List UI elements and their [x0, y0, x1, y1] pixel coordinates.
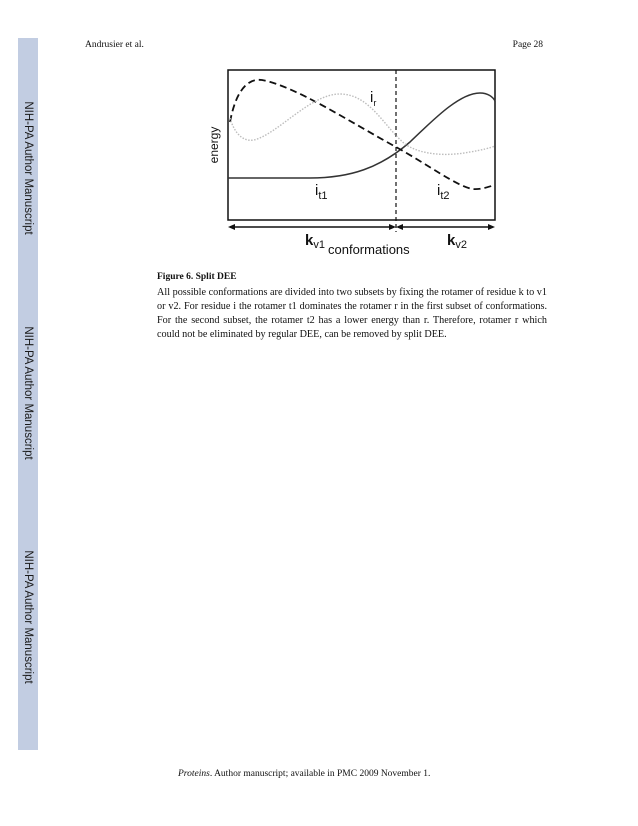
label-i-t2: $i_{t2}$: [437, 182, 450, 202]
footer-text: . Author manuscript; available in PMC 2009 November 1.: [209, 769, 431, 779]
running-header-author: Andrusier et al.: [85, 40, 144, 50]
page-number: Page 28: [512, 40, 543, 50]
arrowhead-right: [488, 224, 495, 230]
figure-caption: [157, 270, 547, 342]
arrowhead-mid-left: [389, 224, 396, 230]
label-i-r: $i_r$: [370, 89, 377, 108]
curve-i-t1: [228, 93, 495, 178]
curve-i-t2: [230, 80, 495, 189]
caption-title: Figure 6. Split DEE: [157, 272, 237, 282]
plot-frame: [228, 70, 495, 220]
axis-label-conformations: conformations: [328, 242, 410, 257]
split-dee-figure: [190, 60, 530, 265]
axis-label-energy: energy: [207, 126, 221, 164]
label-k-v2: $k_{v2}$: [447, 232, 467, 251]
page-footer: [178, 769, 430, 779]
arrowhead-left: [228, 224, 235, 230]
footer-journal: Proteins: [178, 769, 210, 779]
arrowhead-mid-right: [396, 224, 403, 230]
label-k-v1: $k_{v1}$: [305, 232, 325, 251]
caption-body: All possible conformations are divided into two subsets by fixing the rotamer of residue k to v1 or v2. For residue i the rotamer t1 dominates the rotamer r in the first subset of conformations. For the second subset, the rotamer t2 has a lower energy than r. Therefore, rotamer r which could not be eliminated by regular DEE, can be removed by split DEE.: [157, 287, 547, 340]
label-i-t1: $i_{t1}$: [315, 182, 328, 202]
